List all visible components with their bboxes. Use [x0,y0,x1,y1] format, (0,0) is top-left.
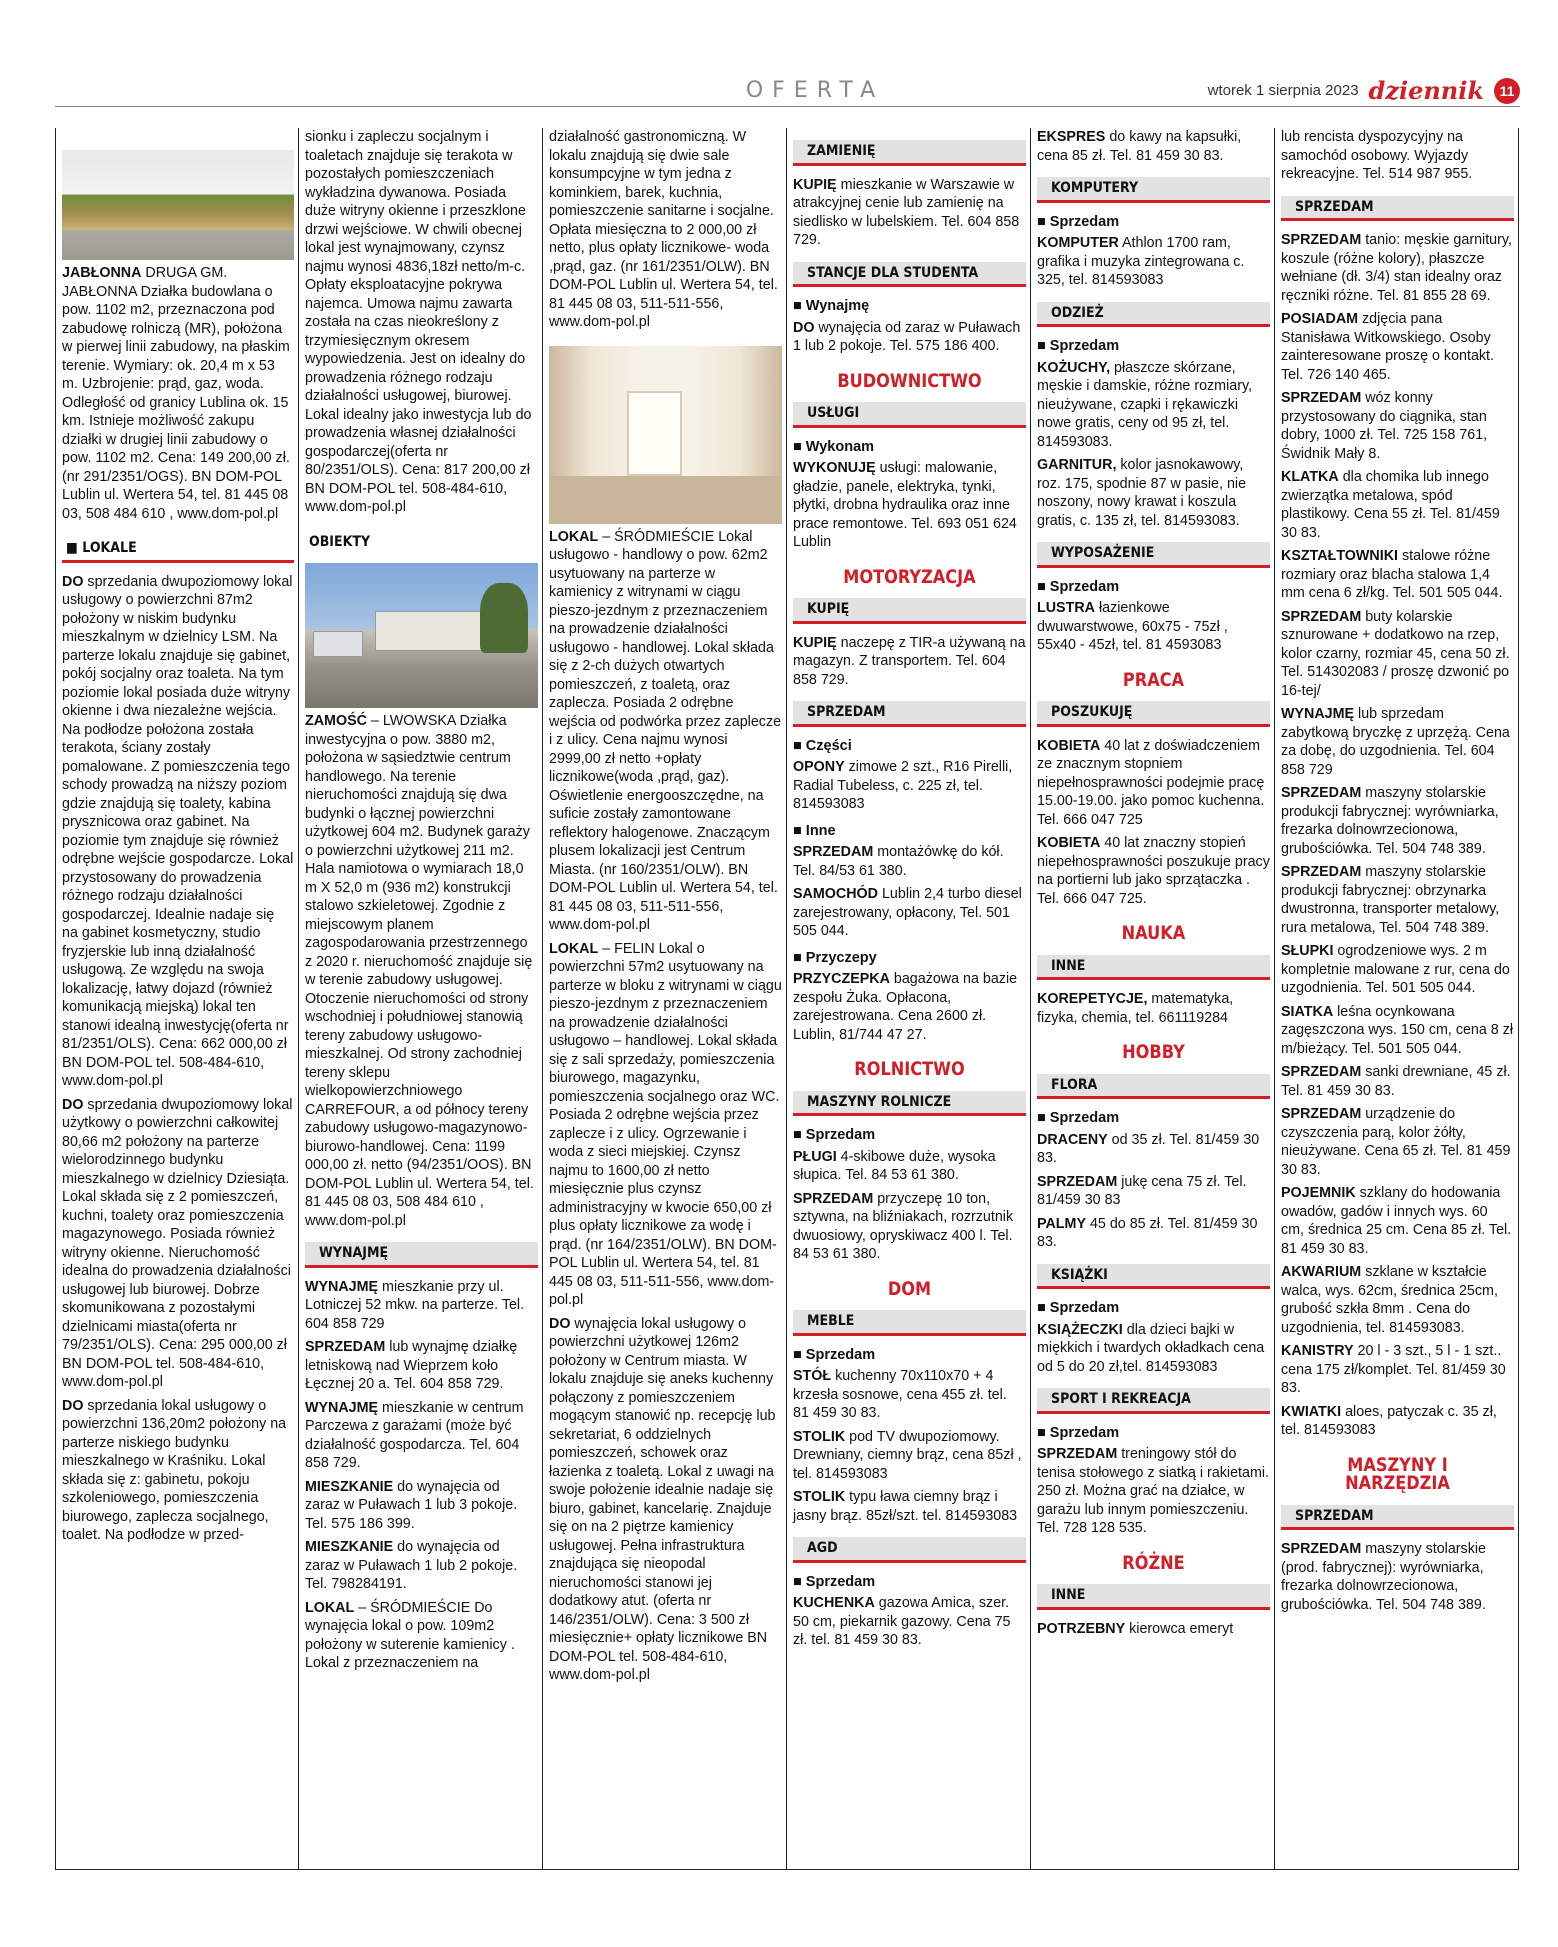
listing: SAMOCHÓD Lublin 2,4 turbo diesel zarejestrowany, opłacony, Tel. 501 505 044. [793,886,1022,939]
listing: SIATKA leśna ocynkowana zagęszczona wys. 150 cm, cena 8 zł m/bieżący. Tel. 501 505 044. [1281,1003,1514,1057]
subcategory-sprzedam: ■ Sprzedam [1037,1109,1270,1128]
listing: WYNAJMĘ lub sprzedam zabytkową bryczkę z uprzężą. Cena za dobę, do uzgodnienia. Tel. 604 858 729 [1281,706,1510,778]
section-budownictwo: BUDOWNICTWO [837,369,982,392]
category-ksiazki: KSIĄŻKI [1037,1264,1270,1290]
listing: DO sprzedania lokal usługowy o powierzchni 136,20m2 położony na parterze niskiego budynku mieszkalnego w Kraśniku. Lokal składa się z: gabinetu, pokoju szkoleniowego, pomieszczenia biurowego, zaplecza socjalnego, toalet. Na podłodze w przed- [62,1397,287,1543]
category-flora: FLORA [1037,1074,1270,1100]
category-obiekty: OBIEKTY [309,533,371,550]
listing: KOŻUCHY, płaszcze skórzane, męskie i damskie, różne rozmiary, nieużywane, czapki i rękawiczki nowe gratis, ceny od 95 zł, tel. 814593083. [1037,359,1253,450]
listing: KOMPUTER Athlon 1700 ram, grafika i muzyka zintegrowana c. 325, tel. 814593083 [1037,235,1245,288]
subcategory-czesci: ■ Części [793,737,1026,756]
listing: lub rencista dyspozycyjny na samochód osobowy. Wyjazdy rekreacyjne. Tel. 514 987 955. [1281,129,1473,182]
listing: OPONY zimowe 2 szt., R16 Pirelli, Radial Tubeless, c. 225 zł, tel. 814593083 [793,759,1013,812]
listing: POSIADAM zdjęcia pana Stanisława Witkowskiego. Osoby zainteresowane proszę o kontakt. Tel. 726 140 465. [1281,311,1494,383]
listing: DO wynajęcia lokal usługowy o powierzchni użytkowej 126m2 położony w Centrum miasta. W lokalu znajduje się aneks kuchenny połączony z pomieszczeniem mogącym stanowić np. recepcję lub sekretariat, 6 oddzielnych pomieszczeń, schowek oraz łazienka z toaletą. Lokal z uwagi na swoje położenie idealnie nadaje się biuro, gabinet, kancelarię. Znajduje się on na 2 piętrze kamienicy usługowej. Pełna infrastruktura znajdująca się nieopodal nieruchomości stanowi jej dodatkowy atut. (oferta nr 146/2351/OLW). Cena: 3 500 zł miesięcznie+ opłaty licznikowe BN DOM-POL tel. 508-484-610, www.dom-pol.pl [549,1315,776,1683]
listing: KUPIĘ mieszkanie w Warszawie w atrakcyjnej cenie lub zamienię na siedlisko w lubelskiem. Tel. 604 858 729. [793,176,1020,248]
listing: SŁUPKI ogrodzeniowe wys. 2 m kompletnie malowane z rur, cena do uzgodnienia. Tel. 501 505 044. [1281,943,1510,996]
listing: AKWARIUM szklane w kształcie walca, wys. 62cm, średnica 25cm, grubość szkła 8mm . Cena do uzgodnienia, tel. 814593083. [1281,1264,1498,1336]
header-right [1208,76,1520,105]
listing: SPRZEDAM maszyny stolarskie (prod. fabrycznej): wyrówniarka, frezarka dolnowrzecionowa, grubościówka. Tel. 504 748 389. [1281,1541,1486,1613]
column-3 [543,128,787,1870]
category-uslugi: USŁUGI [793,402,1026,428]
category-lokale: ■ LOKALE [62,537,294,563]
property-photo [305,563,538,708]
listing: KOBIETA 40 lat z doświadczeniem ze znacznym stopniem niepełnosprawności podejmie pracę 15.00-19.00. jako pomoc kuchenna. Tel. 666 047 725 [1037,737,1265,828]
listing: WYKONUJĘ usługi: malowanie, gładzie, panele, elektryka, tynki, płytki, drobna hydraulika oraz inne prace remontowe. Tel. 693 051 624 Lublin [793,460,1017,550]
listing: EKSPRES do kawy na kapsułki, cena 85 zł. Tel. 81 459 30 83. [1037,129,1242,164]
listing: WYNAJMĘ mieszkanie w centrum Parczewa z garażami (może być działalność gospodarcza. Tel. 604 858 729. [305,1399,524,1471]
category-sport: SPORT I REKREACJA [1037,1388,1270,1414]
subcategory-sprzedam: ■ Sprzedam [1037,337,1270,356]
listing: POTRZEBNY kierowca emeryt [1037,1620,1234,1637]
listing: KSIĄŻECZKI dla dzieci bajki w miękkich i twardych okładkach cena od 5 do 20 zł,tel. 814593083 [1037,1321,1265,1375]
section-rolnictwo: ROLNICTWO [854,1058,965,1080]
listing: WYNAJMĘ mieszkanie przy ul. Lotniczej 52 mkw. na parterze. Tel. 604 858 729 [305,1278,525,1332]
listing: PALMY 45 do 85 zł. Tel. 81/459 30 83. [1037,1215,1258,1250]
column-5 [1031,128,1275,1870]
category-agd: AGD [793,1537,1026,1563]
listing: SPRZEDAM buty kolarskie sznurowane + dodatkowo na rzep, kolor czarny, rozmiar 45, cena 50 zł. Tel. 514302083 / proszę dzwonić po 16-tej/ [1281,608,1510,699]
category-sprzedam: SPRZEDAM [1281,196,1514,222]
listing: SPRZEDAM tanio: męskie garnitury, koszule (różne kolory), płaszcze wełniane (dł. 3/4) stan idealny oraz ręczniki różne. Tel. 81 855 28 69. [1281,232,1512,304]
category-maszyny-rolnicze: MASZYNY ROLNICZE [793,1091,1026,1117]
listing: KSZTAŁTOWNIKI stalowe różne rozmiary oraz blacha stalowa 1,4 mm cena 6 zł/kg. Tel. 501 505 044. [1281,548,1503,601]
listing: GARNITUR, kolor jasnokawowy, roz. 175, spodnie 87 w pasie, nie noszony, nowy krawat i koszula gratis, c. 135 zł, tel. 814593083. [1037,457,1247,529]
listing: SPRZEDAM wóz konny przystosowany do ciągnika, stan dobry, 1000 zł. Tel. 725 158 761, Świdnik Mały 8. [1281,390,1488,462]
listing: LUSTRA łazienkowe dwuwarstwowe, 60x75 - 75zł , 55x40 - 45zł, tel. 81 4593083 [1037,600,1228,653]
listing: POJEMNIK szklany do hodowania owadów, gadów i innych wys. 60 cm, średnica 25 cm. Cena 85 zł. Tel. 81 459 30 83. [1281,1185,1512,1257]
category-inne: INNE [1037,1584,1270,1610]
column-6 [1275,128,1519,1870]
listing: KOBIETA 40 lat znaczny stopień niepełnosprawności poszukuje pracy na portierni lub jako sprzątaczka . Tel. 666 047 725. [1037,835,1270,907]
column-1 [55,128,299,1870]
subcategory-sprzedam: ■ Sprzedam [1037,578,1270,597]
section-nauka: NAUKA [1121,922,1186,944]
listing: LOKAL – ŚRÓDMIEŚCIE Do wynajęcia lokal o pow. 109m2 położony w suterenie kamienicy . Lokal z przeznaczeniem na [305,1599,515,1671]
section-dom: DOM [887,1277,932,1300]
header-rule [55,106,1520,107]
listing: SPRZEDAM maszyny stolarskie produkcji fabrycznej: wyrówniarka, frezarka dolnowrzecionowa, grubościówka. Tel. 504 748 389. [1281,785,1499,857]
section-motoryzacja: MOTORYZACJA [843,565,976,588]
subcategory-sprzedam: ■ Sprzedam [793,1126,1026,1145]
listing: SPRZEDAM treningowy stół do tenisa stołowego z siatką i rakietami. 250 zł. Można grać na działce, w garażu lub innym pomieszczeniu. Tel. 728 128 535. [1037,1446,1270,1536]
section-maszyny-narzedzia: MASZYNY I NARZĘDZIA [1345,1453,1450,1494]
page-header [55,76,1520,116]
listing: SPRZEDAM przyczepę 10 ton, sztywna, na bliźniakach, rozrzutnik dwuosiowy, opryskiwacz 400 l. Tel. 84 53 61 380. [793,1190,1014,1262]
listing: SPRZEDAM montażówkę do kół. Tel. 84/53 61 380. [793,844,1004,879]
listing: KOREPETYCJE, matematyka, fizyka, chemia, tel. 661119284 [1037,991,1234,1026]
category-wynajme: WYNAJMĘ [305,1242,538,1268]
subcategory-przyczepy: ■ Przyczepy [793,949,1026,968]
listing: KUPIĘ naczepę z TIR-a używaną na magazyn. Z transportem. Tel. 604 858 729. [793,634,1026,688]
listing: działalność gastronomiczną. W lokalu znajdują się dwie sale konsumpcyjne w tym jedna z kominkiem, barek, kuchnia, pomieszczenie sanitarne i socjalne. Opłata miesięczna to 2 000,00 zł netto, plus opłaty licznikowe- woda ,prąd, gaz. (nr 161/2351/OLW). BN DOM-POL Lublin ul. Wertera 54, tel. 81 445 08 03, 511-511-556, www.dom-pol.pl [549,129,778,330]
listing: KWIATKI aloes, patyczak c. 35 zł, tel. 814593083 [1281,1403,1497,1438]
category-zamienie: ZAMIENIĘ [793,140,1026,166]
listing: SPRZEDAM lub wynajmę działkę letniskową nad Wieprzem koło Łęcznej 20 a. Tel. 604 858 729. [305,1339,518,1392]
category-odziez: ODZIEŻ [1037,302,1270,328]
section-praca: PRACA [1122,668,1185,691]
listing: DRACENY od 35 zł. Tel. 81/459 30 83. [1037,1131,1260,1166]
listing: SPRZEDAM maszyny stolarskie produkcji fabrycznej: obrzynarka dwustronna, transporter metalowy, rura metalowa, Tel. 504 748 389. [1281,864,1500,936]
column-4 [787,128,1031,1870]
category-inne: INNE [1037,955,1270,981]
category-stancje: STANCJE DLA STUDENTA [793,262,1026,288]
column-2 [299,128,543,1870]
page-number: 11 [1494,78,1520,104]
listing: STÓŁ kuchenny 70x110x70 + 4 krzesła sosnowe, cena 455 zł. tel. 81 459 30 83. [793,1368,1007,1421]
interior-photo [549,346,782,524]
subcategory-wynajme: ■ Wynajmę [793,297,1026,316]
listing: PRZYCZEPKA bagażowa na bazie zespołu Żuka. Opłacona, zarejestrowana. Cena 2600 zł. Lublin, 81/744 47 27. [793,971,1018,1043]
listing: MIESZKANIE do wynajęcia od zaraz w Puławach 1 lub 2 pokoje. Tel. 798284191. [305,1539,518,1592]
section-title: OFERTA [695,78,935,103]
listing: DO wynajęcia od zaraz w Puławach 1 lub 2 pokoje. Tel. 575 186 400. [793,319,1021,354]
listing: sionku i zapleczu socjalnym i toaletach znajduje się terakota w pozostałych pomieszczeniach wykładzina dywanowa. Posiada duże witryny okienne i przeszklone drzwi wejściowe. W chwili obecnej lokal jest wynajmowany, czynsz najmu wynosi 4836,18zł netto/m-c. Opłaty eksploatacyjne pokrywa najemca. Umowa najmu zawarta została na czas nieokreślony z trzymiesięcznym okresem wypowiedzenia. Jest on idealny do prowadzenia różnego rodzaju działalności usługowej, biurowej. Lokal idealny jako inwestycja lub do prowadzenia własnej działalności gospodarczej(oferta nr 80/2351/OLS). Cena: 817 200,00 zł BN DOM-POL tel. 508-484-610, www.dom-pol.pl [305,129,532,515]
category-kupie: KUPIĘ [793,598,1026,624]
listing: STOLIK typu ława ciemny brąz i jasny brąz. 85zł/szt. tel. 814593083 [793,1489,1018,1524]
subcategory-sprzedam: ■ Sprzedam [793,1573,1026,1592]
category-sprzedam: SPRZEDAM [1281,1505,1514,1531]
subcategory-sprzedam: ■ Sprzedam [1037,1299,1270,1318]
listing: KLATKA dla chomika lub innego zwierzątka metalowa, spód plastikowy. Cena 55 zł. Tel. 81/459 30 83. [1281,469,1500,541]
listing: LOKAL – FELIN Lokal o powierzchni 57m2 usytuowany na parterze w bloku z witrynami w ciągu pieszo-jezdnym z przeznaczeniem na prowadzenie działalności usługowo – handlowej. Lokal składa się z sali sprzedaży, pomieszczenia biurowego, magazynku, pomieszczenia socjalnego oraz WC. Posiada 2 odrębne wejścia przez zaplecze i z ulicy. Ogrzewanie i woda z sieci miejskiej. Czynsz najmu to 1600,00 zł netto miesięcznie plus czynsz administracyjny w kwocie 650,00 zł plus opłaty licznikowe za wodę i prąd. (nr 164/2351/OLW). BN DOM-POL Lublin ul. Wertera 54, tel. 81 445 08 03, 511-511-556, www.dom-pol.pl [549,940,782,1308]
listing: PŁUGI 4-skibowe duże, wysoka słupica. Tel. 84 53 61 380. [793,1148,996,1183]
category-komputery: KOMPUTERY [1037,177,1270,203]
listing: LOKAL – ŚRÓDMIEŚCIE Lokal usługowo - handlowy o pow. 62m2 usytuowany na parterze w kamienicy z witrynami w ciągu pieszo-jezdnym z przeznaczeniem na prowadzenie działalności usługowo - handlowej. Lokal składa się z 2-ch dużych otwartych pomieszczeń, z toaletą, oraz zaplecza. Posiada 2 odrębne wejścia od podwórka przez zaplecze i z ulicy. Cena najmu wynosi 2999,00 zł netto +opłaty licznikowe(woda ,prąd, gaz). Oświetlenie energooszczędne, na suficie zostały zamontowane reflektory halogenowe. Znaczącym plusem lokalizacji jest Centrum Miasta. (nr 160/2351/OLW). BN DOM-POL Lublin ul. Wertera 54, tel. 81 445 08 03, 511-511-556, www.dom-pol.pl [549,528,782,933]
classifieds-columns [55,128,1520,1870]
listing: KANISTRY 20 l - 3 szt., 5 l - 1 szt.. cena 175 zł/komplet. Tel. 81/459 30 83. [1281,1343,1506,1396]
subcategory-sprzedam: ■ Sprzedam [1037,1424,1270,1443]
section-hobby: HOBBY [1122,1041,1185,1063]
listing: DO sprzedania dwupoziomowy lokal usługowy o powierzchni 87m2 położony w niskim budynku mieszkalnym w dzielnicy LSM. Na parterze lokalu znajduje się gabinet, pokój socjalny oraz toaleta. Na tym poziomie lokal posiada duże witryny okienne i dwa niezależne wejścia. Na podłodze położona została terakota, ściany zostały pomalowane. Z pomieszczenia tego schody prowadzą na niższy poziom gdzie znajdują się toalety, kabina prysznicowa oraz gabinet. Na poziomie tym znajduje się również odrębne wejście gospodarcze. Lokal przystosowany do prowadzenia różnego rodzaju działalności gospodarczej. Idealnie nadaje się na gabinet kosmetyczny, studio fryzjerskie lub inną działalność usługową. Ze względu na swoja lokalizację, łatwy dojazd (również komunikacją miejską) lokal ten stanowi idealną inwestycję(oferta nr 81/2351/OLS). Cena: 662 000,00 zł BN DOM-POL tel. 508-484-610, www.dom-pol.pl [62,573,294,1089]
issue-date: wtorek 1 sierpnia 2023 [1207,82,1359,99]
category-wyposazenie: WYPOSAŻENIE [1037,542,1270,568]
listing: ZAMOŚĆ – LWOWSKA Działka inwestycyjna o pow. 3880 m2, położona w sąsiedztwie centrum handlowego. Na terenie nieruchomości znajdują się dwa budynki o łącznej powierzchni użytkowej 604 m2. Budynek garaży o powierzchni użytkowej 211 m2. Hala namiotowa o wymiarach 18,0 m X 52,0 m (936 m2) konstrukcji stalowo szkieletowej. Zgodnie z miejscowym planem zagospodarowania przestrzennego z 2020 r. nieruchomość znajduje się w terenie zabudowy usługowej. Otoczenie nieruchomości od strony wschodniej i południowej stanowią tereny zabudowy usługowo-mieszkalnej. Od strony zachodniej tereny sklepu wielkopowierzchniowego CARREFOUR, a od północy tereny zabudowy usługowo-magazynowo-biurowo-handlowej. Cena: 1199 000,00 zł. netto (94/2351/OOS). BN DOM-POL Lublin ul. Wertera 54, tel. 81 445 08 03, 508 484 610 , www.dom-pol.pl [305,713,534,1229]
subcategory-sprzedam: ■ Sprzedam [1037,213,1270,232]
subcategory-inne: ■ Inne [793,822,1026,841]
section-rozne: RÓŻNE [1122,1551,1185,1574]
subcategory-wykonam: ■ Wykonam [793,438,1026,457]
listing: SPRZEDAM sanki drewniane, 45 zł. Tel. 81 459 30 83. [1281,1064,1511,1099]
subcategory-sprzedam: ■ Sprzedam [793,1346,1026,1365]
listing: SPRZEDAM urządzenie do czyszczenia parą, kolor żółty, nieużywane. Cena 65 zł. Tel. 81 459 30 83. [1281,1106,1511,1178]
listing: DO sprzedania dwupoziomowy lokal użytkowy o powierzchni całkowitej 80,66 m2 położony na parterze wielorodzinnego budynku mieszkalnego w dzielnicy Dziesiąta. Lokal składa się z 2 pomieszczeń, kuchni, toalety oraz pomieszczenia magazynowego. Posiada również witryny okienne. Nieruchomość idealna do prowadzenia działalności usługowej lub biurowej. Dobrze skomunikowana z pozostałymi dzielnicami miasta(oferta nr 79/2351/OLS). Cena: 295 000,00 zł BN DOM-POL tel. 508-484-610, www.dom-pol.pl [62,1096,293,1390]
listing: KUCHENKA gazowa Amica, szer. 50 cm, piekarnik gazowy. Cena 75 zł. tel. 81 459 30 83. [793,1595,1011,1648]
category-sprzedam: SPRZEDAM [793,701,1026,727]
category-poszukuje: POSZUKUJĘ [1037,701,1270,727]
listing: STOLIK pod TV dwupoziomowy. Drewniany, ciemny brąz, cena 85zł , tel. 814593083 [793,1428,1022,1482]
listing: MIESZKANIE do wynajęcia od zaraz w Puławach 1 lub 3 pokoje. Tel. 575 186 399. [305,1478,518,1532]
newspaper-logo: dziennik [1368,76,1484,105]
listing: SPRZEDAM jukę cena 75 zł. Tel. 81/459 30 83 [1037,1173,1247,1208]
field-photo [62,150,294,260]
category-meble: MEBLE [793,1310,1026,1336]
listing: JABŁONNA DRUGA GM. JABŁONNA Działka budowlana o pow. 1102 m2, przeznaczona pod zabudowę rolniczą (MR), położona w pierwej linii zabudowy, na płaskim terenie. Wymiary: ok. 20,4 m x 53 m. Uzbrojenie: prąd, gaz, woda. Odległość od granicy Lublina ok. 15 km. Istnieje możliwość zakupu działki w drugiej linii zabudowy o pow. 1102 m2. Cena: 149 200,00 zł. (nr 291/2351/OGS). BN DOM-POL Lublin ul. Wertera 54, tel. 81 445 08 03, 508 484 610 , www.dom-pol.pl [62,265,290,522]
